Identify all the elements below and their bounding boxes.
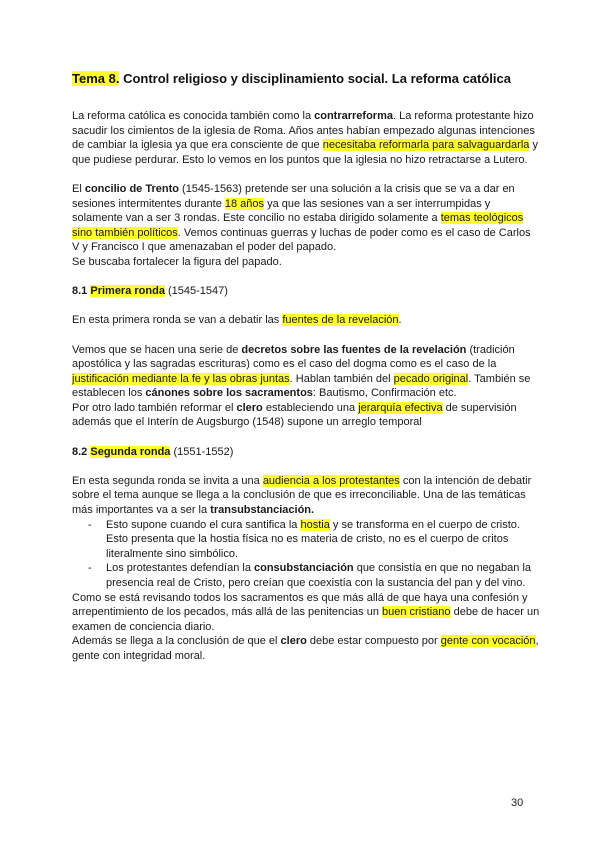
highlighted-text: temas teológicos sino también políticos bbox=[72, 212, 524, 239]
list-item bbox=[86, 518, 540, 562]
text-run: Como se está revisando todos los sacramentos es que más allá de que haya una confesión y arrepentimiento de los pecados, más allá de las penitencias un bbox=[72, 591, 528, 619]
s81-paragraph-1 bbox=[72, 313, 540, 328]
text-run: . Hablan también del bbox=[289, 372, 394, 385]
text-run: ya que las sesiones van a ser interrumpidas y solamente van a ser 3 rondas. Este concilio no estaba dirigido solamente a bbox=[72, 197, 491, 225]
text-run: . Vemos continuas guerras y luchas de poder como es el caso de Carlos V y Francisco I que amenazaban el poder del papado. bbox=[72, 226, 531, 254]
text-run: . La reforma protestante hizo sacudir los cimientos de la iglesia de Roma. Años antes habían empezado algunas intenciones de cambiar la iglesia ya que era consciente de que bbox=[72, 110, 535, 152]
s82-paragraph-3 bbox=[72, 634, 540, 663]
text-run: , gente con integridad moral. bbox=[72, 635, 539, 662]
text-run: de supervisión además que el Interín de Augsburgo (1548) supone un arreglo temporal bbox=[72, 401, 517, 429]
list-item bbox=[86, 561, 540, 590]
highlighted-text: 18 años bbox=[224, 197, 265, 210]
text-run: Los protestantes defendían la bbox=[106, 562, 254, 575]
s82-paragraph-1 bbox=[72, 474, 540, 518]
section-label-highlight: Primera ronda bbox=[90, 285, 165, 298]
highlighted-text: gente con vocación bbox=[440, 635, 536, 648]
highlighted-text: necesitaba reformarla para salvaguardarla bbox=[322, 139, 530, 152]
intro-paragraph bbox=[72, 109, 540, 167]
text-run: . También se establecen los bbox=[72, 372, 531, 400]
text-run: . bbox=[398, 314, 402, 327]
highlighted-text: hostia bbox=[300, 518, 330, 531]
text-run: (1545-1563) pretende ser una solución a la crisis que se va a dar en sesiones intermitentes durante bbox=[72, 182, 515, 210]
text-run: con la intención de debatir sobre el tema aunque se llega a la conclusión de que es irreconciliable. Una de las temáticas más importantes va a ser la bbox=[72, 474, 532, 517]
section-number: 8.1 bbox=[72, 285, 91, 298]
text-run: : Bautismo, Confirmación etc. bbox=[312, 387, 457, 400]
highlighted-text: buen cristiano bbox=[382, 606, 451, 619]
bold-term: transubstanciación. bbox=[210, 504, 315, 517]
highlighted-text: fuentes de la revelación bbox=[282, 314, 399, 327]
trento-paragraph bbox=[72, 182, 540, 255]
highlighted-text: justificación mediante la fe y las obras juntas bbox=[72, 372, 290, 385]
section-years: (1551-1552) bbox=[170, 445, 234, 458]
text-run: (tradición apostólica y las sagradas escrituras) como es el caso del dogma como es el caso de la bbox=[72, 343, 515, 371]
page-title bbox=[72, 70, 542, 88]
text-run: La reforma católica es conocida también como la bbox=[72, 110, 315, 122]
text-run: debe estar compuesto por bbox=[306, 635, 441, 648]
bold-term: cánones sobre los sacramentos bbox=[145, 387, 313, 400]
section-heading-8-1 bbox=[72, 284, 540, 299]
title-text: Control religioso y disciplinamiento social. La reforma católica bbox=[119, 71, 511, 86]
trento-paragraph-line2: Se buscaba fortalecer la figura del papado. bbox=[72, 255, 282, 268]
text-run: El bbox=[72, 182, 85, 195]
page-number: 30 bbox=[511, 797, 524, 809]
text-run: Vemos que se hacen una serie de bbox=[72, 343, 242, 356]
section-label-highlight: Segunda ronda bbox=[90, 445, 171, 458]
highlighted-text: pecado original bbox=[393, 372, 469, 385]
s81-paragraph-3 bbox=[72, 401, 540, 430]
bold-term: concilio de Trento bbox=[84, 182, 179, 195]
s81-paragraph-2 bbox=[72, 343, 540, 401]
text-run: En esta segunda ronda se invita a una bbox=[72, 474, 263, 487]
highlighted-text: jerarquía efectiva bbox=[358, 401, 443, 414]
section-number: 8.2 bbox=[72, 445, 91, 458]
section-years: (1545-1547) bbox=[164, 285, 228, 298]
bullet-list bbox=[72, 518, 540, 591]
highlighted-text: audiencia a los protestantes bbox=[262, 474, 400, 487]
bold-term: consubstanciación bbox=[254, 562, 354, 575]
title-tema-highlight: Tema 8. bbox=[72, 71, 120, 86]
text-run: Esto supone cuando el cura santifica la bbox=[106, 518, 301, 531]
text-run: que consistía en que no negaban la presencia real de Cristo, pero creían que coexistía con la sustancia del pan y del vino. bbox=[106, 562, 532, 589]
bold-term: contrarreforma bbox=[314, 110, 393, 122]
text-run: estableciendo una bbox=[262, 401, 359, 414]
bold-term: clero bbox=[280, 635, 307, 648]
text-run: Por otro lado también reformar el bbox=[72, 401, 237, 414]
document-body bbox=[72, 109, 540, 664]
s82-paragraph-2 bbox=[72, 591, 540, 635]
text-run: y que pudiese perdurar. Esto lo vemos en los puntos que la iglesia no hizo retractarse a Lutero. bbox=[72, 139, 538, 166]
text-run: y se transforma en el cuerpo de cristo. Esto presenta que la hostia física no es materia de cristo, no es el cuerpo de critos literalmente sino simbólico. bbox=[106, 518, 520, 560]
text-run: Además se llega a la conclusión de que el bbox=[72, 635, 281, 648]
section-heading-8-2 bbox=[72, 445, 540, 460]
text-run: En esta primera ronda se van a debatir las bbox=[72, 314, 283, 327]
text-run: debe de hacer un examen de conciencia diario. bbox=[72, 606, 540, 633]
bold-term: clero bbox=[236, 401, 263, 414]
bold-term: decretos sobre las fuentes de la revelación bbox=[241, 343, 467, 356]
